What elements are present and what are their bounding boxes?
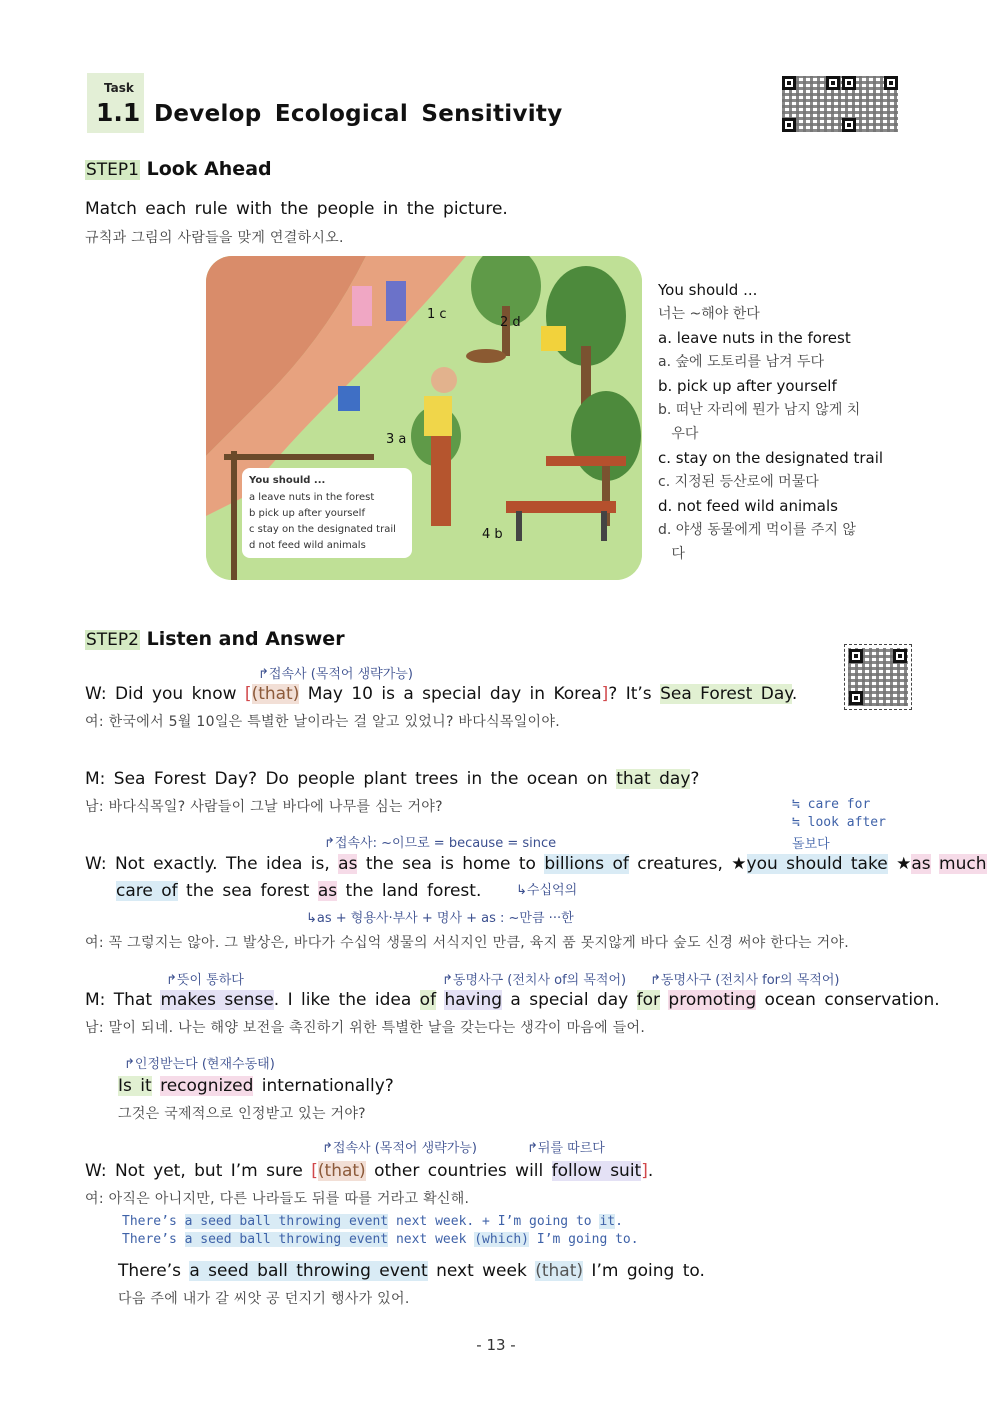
handwritten-note: ≒ care for <box>792 797 871 812</box>
sign-item: a leave nuts in the forest <box>249 492 375 503</box>
rule-line: c. 지정된 등산로에 머물다 <box>658 474 819 490</box>
task-number: 1.1 <box>96 98 141 127</box>
grammar-note: ↱뒤를 따르다 <box>527 1141 605 1156</box>
picture-label-2: 2 d <box>500 315 521 330</box>
dialogue-line: W: Did you know [(that) May 10 is a special day in Korea]? It’s Sea Forest Day. <box>85 684 798 704</box>
rule-line: b. pick up after yourself <box>658 377 837 395</box>
sign-item: b pick up after yourself <box>249 508 365 519</box>
grammar-note: ↱동명사구 (전치사 of의 목적어) <box>442 973 627 988</box>
dialogue-line: M: That makes sense. I like the idea of having a special day for promoting ocean conservation. <box>85 990 940 1010</box>
sign-item: c stay on the designated trail <box>249 524 396 535</box>
rule-line: b. 떠난 자리에 뭔가 남지 않게 치 <box>658 402 861 418</box>
dialogue-line: W: Not exactly. The idea is, as the sea is home to billions of creatures, ★you should take ★as much <box>85 854 987 874</box>
step2-tag: STEP2 <box>86 630 139 650</box>
qr-code-icon[interactable] <box>782 76 898 132</box>
sign-item: d not feed wild animals <box>249 540 366 551</box>
rule-line: a. 숲에 도토리를 남겨 두다 <box>658 354 825 370</box>
dialogue-line: M: Sea Forest Day? Do people plant trees in the ocean on that day? <box>85 769 700 789</box>
page-number: - 13 - <box>476 1336 516 1354</box>
rule-line: c. stay on the designated trail <box>658 449 884 467</box>
rule-line: 다 <box>658 546 685 562</box>
dialogue-translation: 그것은 국제적으로 인정받고 있는 거야? <box>118 1106 366 1122</box>
handwritten-note: There’s a seed ball throwing event next week (which) I’m going to. <box>122 1232 639 1247</box>
sign-title: You should ... <box>249 475 326 486</box>
picture-label-4: 4 b <box>482 527 503 542</box>
rule-line: 너는 ~해야 한다 <box>658 306 760 322</box>
dialogue-translation: 남: 바다식목일? 사람들이 그날 바다에 나무를 심는 거야? <box>85 799 443 815</box>
handwritten-note: There’s a seed ball throwing event next week. + I’m going to it. <box>122 1214 623 1229</box>
grammar-note: ↱접속사 (목적어 생략가능) <box>322 1141 477 1156</box>
page-title: Develop Ecological Sensitivity <box>154 101 563 127</box>
grammar-note: ↱접속사: ~이므로 = because = since <box>324 836 557 851</box>
rule-line: d. not feed wild animals <box>658 497 838 515</box>
grammar-note: ↱동명사구 (전치사 for의 목적어) <box>650 973 840 988</box>
dialogue-line: care of the sea forest as the land forest. <box>116 881 482 901</box>
handwritten-note: 돌보다 <box>792 837 830 852</box>
dialogue-translation: 남: 말이 되네. 나는 해양 보전을 촉진하기 위한 특별한 날을 갖는다는 생각이 마음에 들어. <box>85 1020 646 1036</box>
step1-tag: STEP1 <box>86 160 139 180</box>
task-label: Task <box>104 81 134 95</box>
picture-label-3: 3 a <box>386 432 407 447</box>
dialogue-line: W: Not yet, but I’m sure [(that) other countries will follow suit]. <box>85 1161 654 1181</box>
rule-list <box>658 278 918 566</box>
rule-line: a. leave nuts in the forest <box>658 329 851 347</box>
step1-instruction: Match each rule with the people in the picture. <box>85 199 508 219</box>
grammar-note: ↱인정받는다 (현재수동태) <box>124 1057 275 1072</box>
picture-label-1: 1 c <box>427 307 447 322</box>
dialogue-translation: 여: 한국에서 5월 10일은 특별한 날이라는 걸 알고 있었니? 바다식목일이야. <box>85 714 560 730</box>
dialogue-line: Is it recognized internationally? <box>118 1076 394 1096</box>
step1-heading <box>85 158 272 180</box>
step1-title: Look Ahead <box>146 158 272 180</box>
dialogue-translation: 여: 아직은 아니지만, 다른 나라들도 뒤를 따를 거라고 확신해. <box>85 1191 470 1207</box>
grammar-note: ↳수십억의 <box>516 883 578 898</box>
rule-line: You should ... <box>658 281 758 299</box>
step1-instruction-korean: 규칙과 그림의 사람들을 맞게 연결하시오. <box>85 230 344 246</box>
handwritten-note: ≒ look after <box>792 815 886 830</box>
grammar-note: ↳as + 형용사·부사 + 명사 + as : ~만큼 ···한 <box>306 911 574 926</box>
step2-heading <box>85 628 345 650</box>
audio-qr-code-icon[interactable] <box>844 644 912 710</box>
step2-title: Listen and Answer <box>146 628 345 650</box>
grammar-note: ↱뜻이 통하다 <box>166 973 244 988</box>
dialogue-translation: 여: 꼭 그렇지는 않아. 그 발상은, 바다가 수십억 생물의 서식지인 만큼, 육지 품 못지않게 바다 숲도 신경 써야 한다는 거야. <box>85 935 849 951</box>
grammar-note: ↱접속사 (목적어 생략가능) <box>258 667 413 682</box>
rule-line: 우다 <box>658 426 699 442</box>
dialogue-line: There’s a seed ball throwing event next week (that) I’m going to. <box>118 1261 705 1281</box>
rule-line: d. 야생 동물에게 먹이를 주지 않 <box>658 522 856 538</box>
dialogue-translation: 다음 주에 내가 갈 씨앗 공 던지기 행사가 있어. <box>118 1291 410 1307</box>
